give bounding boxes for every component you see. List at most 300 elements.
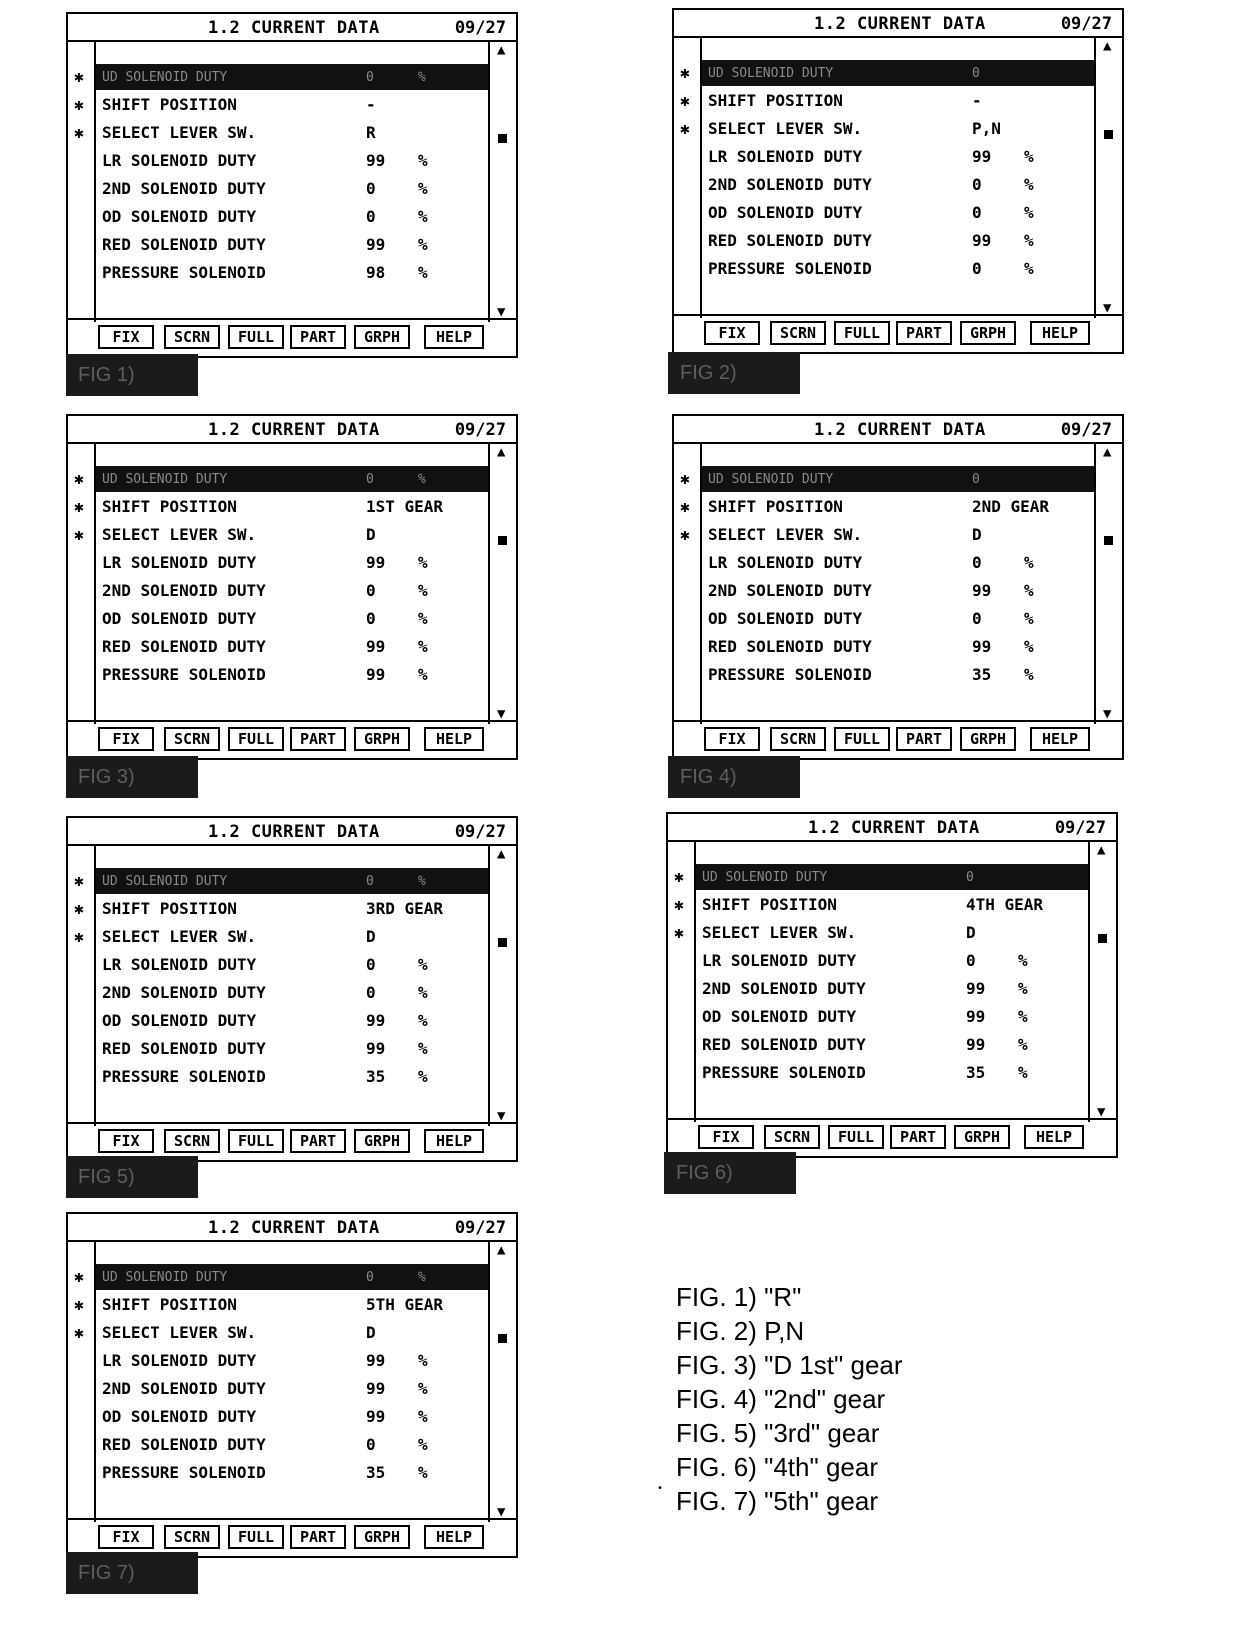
data-row[interactable]: [96, 1376, 488, 1402]
data-row[interactable]: [680, 522, 1094, 548]
scroll-up-icon[interactable]: ▲: [1103, 444, 1112, 460]
item-label: OD SOLENOID DUTY: [102, 609, 257, 628]
legend-line: FIG. 3) "D 1st" gear: [676, 1350, 903, 1380]
data-row[interactable]: [96, 148, 488, 174]
item-label: PRESSURE SOLENOID: [702, 1063, 866, 1082]
full-key[interactable]: FULL: [228, 325, 284, 349]
figure-legend: [676, 1280, 1096, 1518]
data-row[interactable]: [680, 88, 1094, 114]
part-key[interactable]: PART: [896, 727, 952, 751]
scrollbar[interactable]: [488, 40, 516, 322]
item-value: P,N: [972, 119, 1001, 138]
item-value: 0: [366, 1270, 374, 1285]
scrn-key[interactable]: SCRN: [164, 1129, 220, 1153]
help-key[interactable]: HELP: [424, 1129, 484, 1153]
item-value: 0: [366, 983, 376, 1002]
fixed-item-marker: ✱: [680, 469, 690, 488]
data-list: [674, 840, 1088, 1122]
scrollbar[interactable]: [1094, 36, 1122, 318]
data-row[interactable]: [96, 634, 488, 660]
item-value: D: [366, 525, 376, 544]
scrn-key[interactable]: SCRN: [164, 1525, 220, 1549]
item-label: SELECT LEVER SW.: [102, 525, 257, 544]
function-key-bar: [68, 318, 516, 356]
item-value: 99: [366, 1039, 386, 1058]
scroll-up-icon[interactable]: ▲: [1097, 842, 1106, 858]
item-value: 4TH GEAR: [966, 895, 1044, 914]
item-unit: %: [1024, 665, 1034, 684]
item-label: 2ND SOLENOID DUTY: [102, 1379, 266, 1398]
item-label: OD SOLENOID DUTY: [702, 1007, 857, 1026]
scrollbar[interactable]: [488, 844, 516, 1126]
page-indicator: 09/27: [1060, 14, 1112, 34]
item-value: 0: [972, 203, 982, 222]
item-value: 35: [966, 1063, 986, 1082]
scrn-key[interactable]: SCRN: [764, 1125, 820, 1149]
item-value: D: [366, 1323, 376, 1342]
figure-tag: [66, 756, 198, 798]
item-label: UD SOLENOID DUTY: [102, 1270, 228, 1285]
item-unit: %: [1018, 1063, 1028, 1082]
screen-title: 1.2 CURRENT DATA: [808, 818, 980, 838]
data-row[interactable]: [702, 256, 1094, 282]
scroll-up-icon[interactable]: ▲: [497, 846, 506, 862]
data-row[interactable]: [702, 144, 1094, 170]
item-label: UD SOLENOID DUTY: [708, 472, 834, 487]
fixed-item-marker: ✱: [74, 1267, 84, 1286]
figure-tag-label: FIG 1): [78, 364, 135, 386]
data-list: [74, 1240, 488, 1522]
item-label: PRESSURE SOLENOID: [708, 665, 872, 684]
item-label: RED SOLENOID DUTY: [708, 231, 872, 250]
item-unit: %: [418, 235, 428, 254]
data-row[interactable]: [702, 228, 1094, 254]
item-label: RED SOLENOID DUTY: [102, 235, 266, 254]
scan-tool-screen: [666, 812, 1118, 1158]
item-label: SELECT LEVER SW.: [708, 525, 863, 544]
item-unit: %: [1018, 1035, 1028, 1054]
item-value: 99: [966, 1007, 986, 1026]
item-label: RED SOLENOID DUTY: [102, 1435, 266, 1454]
full-key[interactable]: FULL: [228, 727, 284, 751]
fixed-item-marker: ✱: [74, 899, 84, 918]
data-list: [74, 40, 488, 322]
scroll-up-icon[interactable]: ▲: [497, 42, 506, 58]
item-value: 35: [366, 1463, 386, 1482]
item-value: 0: [966, 870, 974, 885]
scroll-up-icon[interactable]: ▲: [497, 1242, 506, 1258]
full-key[interactable]: FULL: [834, 727, 890, 751]
data-row[interactable]: [96, 232, 488, 258]
scroll-thumb[interactable]: [1104, 130, 1113, 139]
item-value: 99: [972, 147, 992, 166]
scroll-down-icon[interactable]: ▼: [497, 1504, 506, 1520]
item-label: LR SOLENOID DUTY: [102, 955, 257, 974]
help-key[interactable]: HELP: [1030, 321, 1090, 345]
item-unit: %: [1024, 259, 1034, 278]
scroll-up-icon[interactable]: ▲: [497, 444, 506, 460]
item-unit: %: [418, 1067, 428, 1086]
screen-header: [674, 10, 1122, 38]
data-row[interactable]: [702, 662, 1094, 688]
item-label: RED SOLENOID DUTY: [102, 1039, 266, 1058]
item-value: 0: [366, 472, 374, 487]
grph-key[interactable]: GRPH: [354, 325, 410, 349]
data-row[interactable]: [674, 920, 1088, 946]
data-row[interactable]: [74, 494, 488, 520]
figure-tag-label: FIG 2): [680, 362, 737, 384]
screen-header: [68, 1214, 516, 1242]
help-key[interactable]: HELP: [424, 325, 484, 349]
part-key[interactable]: PART: [896, 321, 952, 345]
item-unit: %: [418, 955, 428, 974]
item-label: 2ND SOLENOID DUTY: [708, 175, 872, 194]
item-value: 1ST GEAR: [366, 497, 444, 516]
part-key[interactable]: PART: [290, 1525, 346, 1549]
data-row[interactable]: [74, 1320, 488, 1346]
scroll-down-icon[interactable]: ▼: [1097, 1104, 1106, 1120]
scan-tool-screen: [672, 414, 1124, 760]
item-unit: %: [1024, 637, 1034, 656]
item-value: 35: [972, 665, 992, 684]
item-label: 2ND SOLENOID DUTY: [102, 179, 266, 198]
scan-tool-screen: [66, 12, 518, 358]
data-row[interactable]: [96, 980, 488, 1006]
item-unit: %: [1024, 609, 1034, 628]
data-row[interactable]: [702, 634, 1094, 660]
item-unit: %: [418, 472, 426, 487]
item-unit: %: [1024, 175, 1034, 194]
item-label: 2ND SOLENOID DUTY: [702, 979, 866, 998]
item-value: -: [366, 95, 376, 114]
item-value: 99: [972, 637, 992, 656]
data-row[interactable]: [96, 1064, 488, 1090]
item-value: 99: [366, 235, 386, 254]
full-key[interactable]: FULL: [228, 1129, 284, 1153]
scroll-down-icon[interactable]: ▼: [497, 1108, 506, 1124]
item-label: OD SOLENOID DUTY: [708, 609, 863, 628]
item-label: PRESSURE SOLENOID: [708, 259, 872, 278]
item-unit: %: [418, 151, 428, 170]
item-label: PRESSURE SOLENOID: [102, 1067, 266, 1086]
item-label: RED SOLENOID DUTY: [102, 637, 266, 656]
item-label: SHIFT POSITION: [102, 899, 237, 918]
data-list: [680, 36, 1094, 318]
data-row[interactable]: [96, 176, 488, 202]
page-indicator: 09/27: [454, 822, 506, 842]
screen-title: 1.2 CURRENT DATA: [814, 14, 986, 34]
item-value: 0: [972, 259, 982, 278]
legend-line: FIG. 1) "R": [676, 1282, 802, 1312]
screen-title: 1.2 CURRENT DATA: [208, 18, 380, 38]
item-value: 99: [366, 637, 386, 656]
item-label: RED SOLENOID DUTY: [708, 637, 872, 656]
fixed-item-marker: ✱: [680, 63, 690, 82]
function-key-bar: [68, 1122, 516, 1160]
fixed-item-marker: ✱: [680, 119, 690, 138]
data-row[interactable]: [96, 662, 488, 688]
grph-key[interactable]: GRPH: [354, 1525, 410, 1549]
scrollbar[interactable]: [488, 442, 516, 724]
data-row[interactable]: [74, 1292, 488, 1318]
item-unit: %: [418, 637, 428, 656]
data-row[interactable]: [96, 1432, 488, 1458]
help-key[interactable]: HELP: [424, 1525, 484, 1549]
item-label: UD SOLENOID DUTY: [102, 472, 228, 487]
scrn-key[interactable]: SCRN: [164, 325, 220, 349]
fixed-item-marker: ✱: [674, 895, 684, 914]
screen-title: 1.2 CURRENT DATA: [208, 1218, 380, 1238]
fix-key[interactable]: FIX: [98, 1129, 154, 1153]
figure-tag: [668, 352, 800, 394]
data-row[interactable]: [96, 1008, 488, 1034]
item-value: 0: [366, 70, 374, 85]
figure-tag-label: FIG 6): [676, 1162, 733, 1184]
grph-key[interactable]: GRPH: [960, 321, 1016, 345]
item-value: 0: [972, 66, 980, 81]
fix-key[interactable]: FIX: [98, 1525, 154, 1549]
figure-tag: [668, 756, 800, 798]
item-unit: %: [418, 1039, 428, 1058]
data-row-selected[interactable]: [74, 868, 488, 894]
screen-title: 1.2 CURRENT DATA: [814, 420, 986, 440]
item-value: 0: [366, 207, 376, 226]
scroll-down-icon[interactable]: ▼: [1103, 706, 1112, 722]
item-value: 5TH GEAR: [366, 1295, 444, 1314]
item-label: OD SOLENOID DUTY: [102, 207, 257, 226]
item-label: PRESSURE SOLENOID: [102, 263, 266, 282]
item-value: 0: [366, 1435, 376, 1454]
fix-key[interactable]: FIX: [98, 325, 154, 349]
full-key[interactable]: FULL: [228, 1525, 284, 1549]
item-value: 99: [366, 1351, 386, 1370]
data-row[interactable]: [702, 172, 1094, 198]
grph-key[interactable]: GRPH: [354, 1129, 410, 1153]
scroll-up-icon[interactable]: ▲: [1103, 38, 1112, 54]
fix-key[interactable]: FIX: [704, 727, 760, 751]
item-label: OD SOLENOID DUTY: [708, 203, 863, 222]
item-value: 0: [966, 951, 976, 970]
item-value: D: [366, 927, 376, 946]
item-unit: %: [418, 553, 428, 572]
scrollbar[interactable]: [1094, 442, 1122, 724]
item-value: 0: [366, 179, 376, 198]
scroll-down-icon[interactable]: ▼: [497, 304, 506, 320]
data-row[interactable]: [674, 892, 1088, 918]
item-label: SELECT LEVER SW.: [102, 1323, 257, 1342]
item-unit: %: [418, 263, 428, 282]
full-key[interactable]: FULL: [834, 321, 890, 345]
data-row[interactable]: [696, 948, 1088, 974]
fixed-item-marker: ✱: [74, 871, 84, 890]
item-value: 99: [972, 581, 992, 600]
data-row[interactable]: [96, 1348, 488, 1374]
data-row[interactable]: [96, 952, 488, 978]
item-label: UD SOLENOID DUTY: [102, 874, 228, 889]
help-key[interactable]: HELP: [1030, 727, 1090, 751]
data-row[interactable]: [702, 606, 1094, 632]
data-row[interactable]: [74, 120, 488, 146]
data-row[interactable]: [96, 1036, 488, 1062]
fix-key[interactable]: FIX: [698, 1125, 754, 1149]
scroll-down-icon[interactable]: ▼: [497, 706, 506, 722]
item-label: 2ND SOLENOID DUTY: [102, 983, 266, 1002]
fixed-item-marker: ✱: [74, 927, 84, 946]
data-row[interactable]: [696, 1004, 1088, 1030]
part-key[interactable]: PART: [290, 1129, 346, 1153]
page-indicator: 09/27: [454, 420, 506, 440]
data-row[interactable]: [702, 578, 1094, 604]
fixed-item-marker: ✱: [74, 67, 84, 86]
data-row-selected[interactable]: [74, 64, 488, 90]
figure-tag-label: FIG 3): [78, 766, 135, 788]
data-row[interactable]: [696, 1032, 1088, 1058]
item-value: R: [366, 123, 376, 142]
item-unit: %: [1024, 581, 1034, 600]
function-key-bar: [68, 720, 516, 758]
scan-tool-screen: [66, 816, 518, 1162]
item-label: LR SOLENOID DUTY: [702, 951, 857, 970]
item-unit: %: [418, 609, 428, 628]
fixed-item-marker: ✱: [674, 923, 684, 942]
page-indicator: 09/27: [1060, 420, 1112, 440]
scroll-thumb[interactable]: [498, 536, 507, 545]
item-unit: %: [418, 983, 428, 1002]
full-key[interactable]: FULL: [828, 1125, 884, 1149]
data-row[interactable]: [702, 550, 1094, 576]
item-label: SHIFT POSITION: [102, 497, 237, 516]
item-value: 99: [366, 1011, 386, 1030]
item-label: 2ND SOLENOID DUTY: [708, 581, 872, 600]
item-value: 3RD GEAR: [366, 899, 444, 918]
item-unit: %: [418, 207, 428, 226]
legend-line: FIG. 2) P,N: [676, 1316, 805, 1346]
item-value: 99: [366, 1379, 386, 1398]
item-value: D: [966, 923, 976, 942]
screen-header: [68, 416, 516, 444]
data-row[interactable]: [96, 578, 488, 604]
data-row[interactable]: [696, 976, 1088, 1002]
fix-key[interactable]: FIX: [704, 321, 760, 345]
item-unit: %: [1018, 1007, 1028, 1026]
figure-tag-label: FIG 7): [78, 1562, 135, 1584]
item-value: 99: [366, 1407, 386, 1426]
data-row[interactable]: [96, 1460, 488, 1486]
page-indicator: 09/27: [454, 18, 506, 38]
item-label: SHIFT POSITION: [708, 497, 843, 516]
scrn-key[interactable]: SCRN: [770, 321, 826, 345]
figure-tag-label: FIG 4): [680, 766, 737, 788]
item-label: SHIFT POSITION: [702, 895, 837, 914]
part-key[interactable]: PART: [890, 1125, 946, 1149]
item-unit: %: [1018, 951, 1028, 970]
item-value: 35: [366, 1067, 386, 1086]
item-label: LR SOLENOID DUTY: [102, 553, 257, 572]
item-value: 2ND GEAR: [972, 497, 1050, 516]
data-row[interactable]: [74, 522, 488, 548]
item-value: 99: [366, 553, 386, 572]
scroll-down-icon[interactable]: ▼: [1103, 300, 1112, 316]
fixed-item-marker: ✱: [74, 123, 84, 142]
data-row-selected[interactable]: [74, 1264, 488, 1290]
data-row[interactable]: [96, 1404, 488, 1430]
data-row[interactable]: [680, 116, 1094, 142]
item-label: PRESSURE SOLENOID: [102, 665, 266, 684]
scrn-key[interactable]: SCRN: [770, 727, 826, 751]
data-row[interactable]: [96, 204, 488, 230]
data-list: [74, 442, 488, 724]
data-row[interactable]: [74, 92, 488, 118]
item-value: 0: [366, 874, 374, 889]
data-row-selected[interactable]: [74, 466, 488, 492]
scroll-thumb[interactable]: [1104, 536, 1113, 545]
grph-key[interactable]: GRPH: [954, 1125, 1010, 1149]
data-row[interactable]: [702, 200, 1094, 226]
part-key[interactable]: PART: [290, 325, 346, 349]
help-key[interactable]: HELP: [424, 727, 484, 751]
item-label: PRESSURE SOLENOID: [102, 1463, 266, 1482]
item-value: 0: [972, 553, 982, 572]
help-key[interactable]: HELP: [1024, 1125, 1084, 1149]
item-unit: %: [418, 665, 428, 684]
screen-header: [68, 818, 516, 846]
item-unit: %: [418, 1463, 428, 1482]
data-row[interactable]: [696, 1060, 1088, 1086]
fixed-item-marker: ✱: [74, 1295, 84, 1314]
item-value: 0: [972, 175, 982, 194]
data-row-selected[interactable]: [680, 60, 1094, 86]
data-row-selected[interactable]: [674, 864, 1088, 890]
item-label: LR SOLENOID DUTY: [708, 147, 863, 166]
data-row[interactable]: [74, 896, 488, 922]
bullet-mark: •: [657, 1483, 664, 1494]
figure-tag: [66, 354, 198, 396]
grph-key[interactable]: GRPH: [960, 727, 1016, 751]
data-row[interactable]: [96, 606, 488, 632]
item-value: 0: [366, 955, 376, 974]
fixed-item-marker: ✱: [680, 525, 690, 544]
data-row[interactable]: [74, 924, 488, 950]
scan-tool-screen: [66, 414, 518, 760]
item-label: SELECT LEVER SW.: [102, 927, 257, 946]
item-label: UD SOLENOID DUTY: [702, 870, 828, 885]
function-key-bar: [674, 720, 1122, 758]
fix-key[interactable]: FIX: [98, 727, 154, 751]
item-value: D: [972, 525, 982, 544]
scrollbar[interactable]: [1088, 840, 1116, 1122]
item-value: 0: [972, 472, 980, 487]
item-unit: %: [418, 1435, 428, 1454]
legend-line: FIG. 7) "5th" gear: [676, 1486, 878, 1516]
item-label: UD SOLENOID DUTY: [102, 70, 228, 85]
item-label: LR SOLENOID DUTY: [102, 151, 257, 170]
data-row[interactable]: [96, 260, 488, 286]
scrollbar[interactable]: [488, 1240, 516, 1522]
scroll-thumb[interactable]: [498, 1334, 507, 1343]
scroll-thumb[interactable]: [498, 134, 507, 143]
grph-key[interactable]: GRPH: [354, 727, 410, 751]
fixed-item-marker: ✱: [74, 469, 84, 488]
part-key[interactable]: PART: [290, 727, 346, 751]
data-row[interactable]: [680, 494, 1094, 520]
scan-tool-screen: [66, 1212, 518, 1558]
scrn-key[interactable]: SCRN: [164, 727, 220, 751]
item-unit: %: [418, 70, 426, 85]
scroll-thumb[interactable]: [1098, 934, 1107, 943]
data-row[interactable]: [96, 550, 488, 576]
data-row-selected[interactable]: [680, 466, 1094, 492]
scroll-thumb[interactable]: [498, 938, 507, 947]
